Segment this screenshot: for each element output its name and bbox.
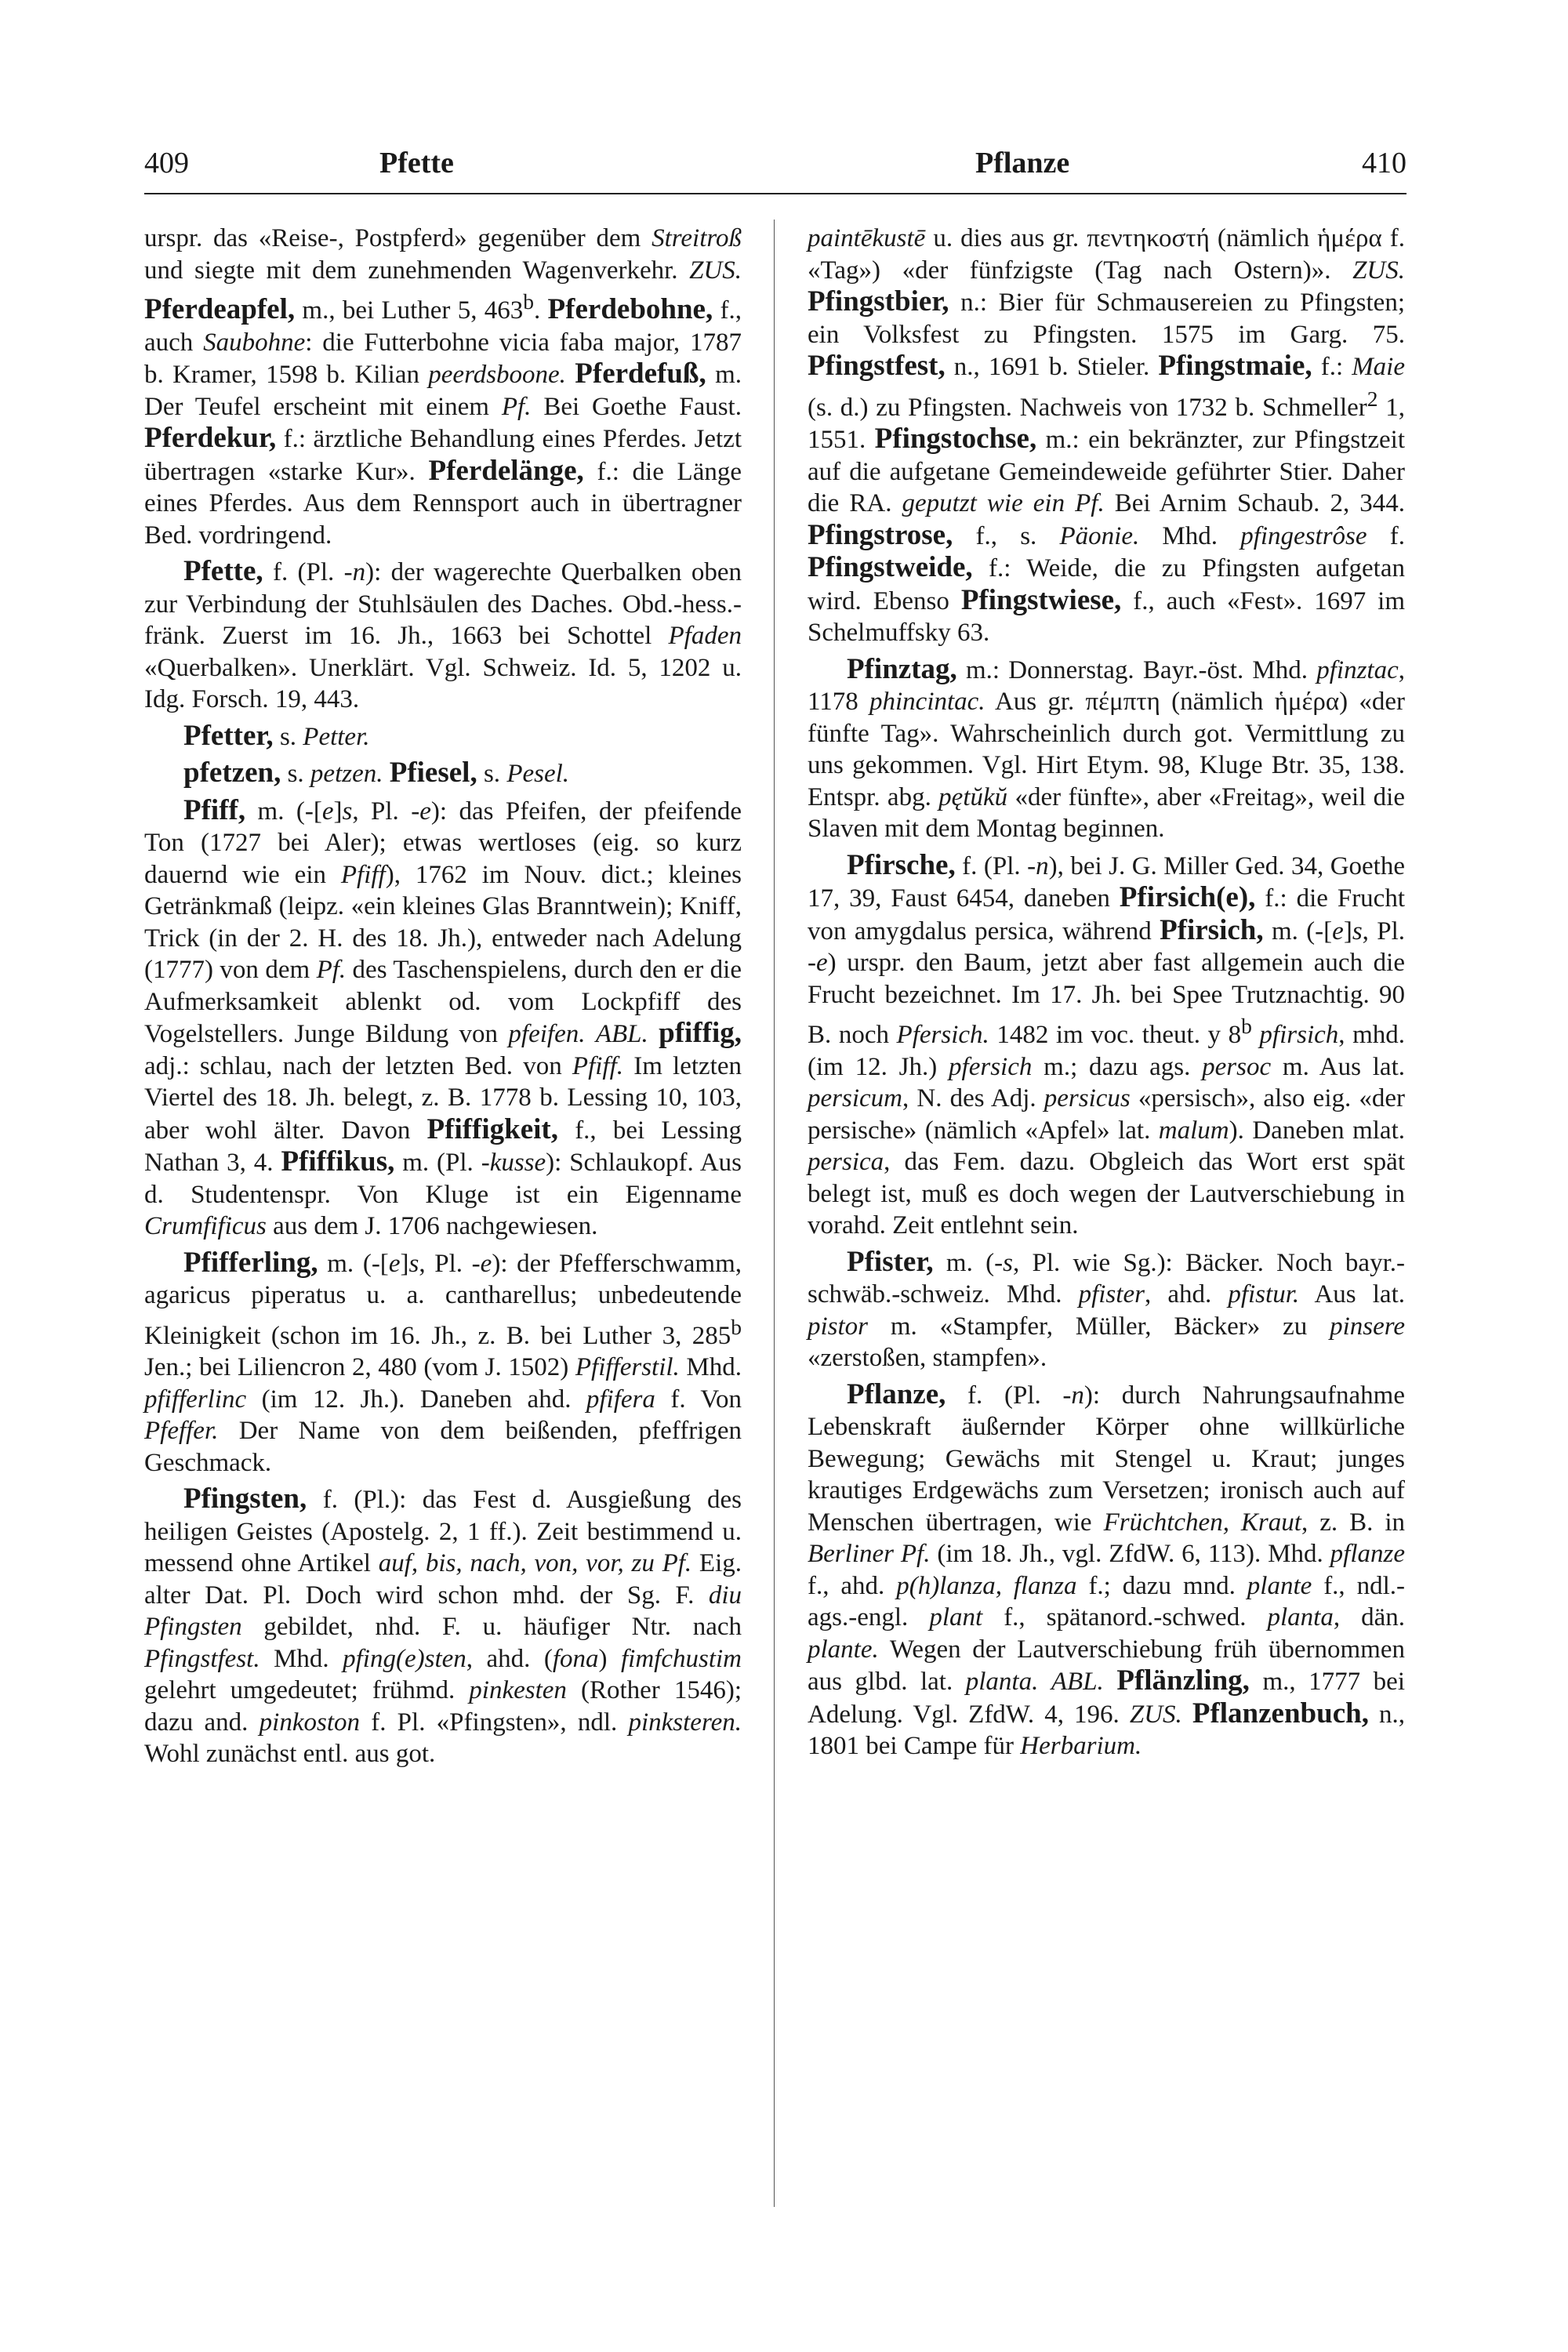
entry-pfifferling: Pfifferling, m. (-[e]s, Pl. -e): der Pfefferschwamm, agaricus piperatus u. a. cantharellus; unbedeutende Kleinigkeit (schon im 16. Jh., z. B. bei Luther 3, 285$^b$ Jen.; bei Liliencron 2, 480 (vom J. 1502) Pfifferstil. Mhd. pfifferlinc (im 12. Jh.). Daneben ahd. pfifera f. Von Pfeffer. Der Name von dem beißenden, pfeffrigen Geschmack. <box>144 1246 742 1477</box>
entry-pfingsten-cont: paintēkustē u. dies aus gr. πεντηκοστή (nämlich ἡμέρα f. «Tag») «der fünfzigste (Tag nach Ostern)». ZUS. Pfingstbier, n.: Bier für Schmausereien zu Pfingsten; ein Volksfest zu Pfingsten. 1575 im Garg. 75. Pfingstfest, n., 1691 b. Stieler. Pfingstmaie, f.: Maie (s. d.) zu Pfingsten. Nachweis von 1732 b. Schmeller$^2$ 1, 1551. Pfingstochse, m.: ein bekränzter, zur Pfingstzeit auf die aufgetane Gemeindeweide geführter Stier. Daher die RA. geputzt wie ein Pf. Bei Arnim Schaub. 2, 344. Pfingstrose, f., s. Päonie. Mhd. pfingestrôse f. Pfingstweide, f.: Weide, die zu Pfingsten aufgetan wird. Ebenso Pfingstwiese, f., auch «Fest». 1697 im Schelmuffsky 63. <box>808 224 1406 647</box>
page-number-left: 409 <box>144 147 189 180</box>
entry-pflanze: Pflanze, f. (Pl. -n): durch Nahrungsaufnahme Lebenskraft äußernder Körper ohne willkürliche Bewegung; Gewächs mit Stengel u. Kraut; junges krautiges Erdgewächs zum Versetzen; ironisch auch auf Menschen übertragen, wie Früchtchen, Kraut, z. B. in Berliner Pf. (im 18. Jh., vgl. ZfdW. 6, 113). Mhd. pflanze f., ahd. p(h)lanza, flanza f.; dazu mnd. plante f., ndl.-ags.-engl. plant f., spätanord.-schwed. planta, dän. plante. Wegen der Lautverschiebung früh übernommen aus glbd. lat. planta. ABL. Pflänzling, m., 1777 bei Adelung. Vgl. ZfdW. 4, 196. ZUS. Pflanzenbuch, n., 1801 bei Campe für Herbarium. <box>808 1377 1406 1760</box>
entry-pfetzen: pfetzen, s. petzen. Pfiesel, s. Pesel. <box>183 757 570 789</box>
entry-pfinztag: Pfinztag, m.: Donnerstag. Bayr.-öst. Mhd. pfinztac, 1178 phincintac. Aus gr. πέμπτη (nämlich ἡμέρα) «der fünfte Tag». Wahrscheinlich durch got. Vermittlung zu uns gekommen. Vgl. Hirt Etym. 98, Kluge Btr. 35, 138. Entspr. abg. pętŭkŭ «der fünfte», aber «Freitag», weil die Slaven mit dem Montag beginnen. <box>808 652 1406 843</box>
running-headword-right: Pflanze <box>975 147 1070 180</box>
page-number-right: 410 <box>1362 147 1406 180</box>
entry-pfingsten: Pfingsten, f. (Pl.): das Fest d. Ausgießung des heiligen Geistes (Apostelg. 2, 1 ff.). Zeit bestimmend u. messend ohne Artikel auf, bis, nach, von, vor, zu Pf. Eig. alter Dat. Pl. Doch wird schon mhd. der Sg. F. diu Pfingsten gebildet, nhd. F. u. häufiger Ntr. nach Pfingstfest. Mhd. pfing(e)sten, ahd. (fona) fimfchustim gelehrt umgedeutet; frühmd. pinkesten (Rother 1546); dazu and. pinkoston f. Pl. «Pfingsten», ndl. pinksteren. Wohl zunächst entl. aus got. <box>144 1483 742 1768</box>
entry-pferdeapfel-cont: urspr. das «Reise-, Postpferd» gegenüber dem Streitroß und siegte mit dem zunehmenden Wagenverkehr. ZUS. Pferdeapfel, m., bei Luther 5, 463$^b$. Pferdebohne, f., auch Saubohne: die Futterbohne vicia faba major, 1787 b. Kramer, 1598 b. Kilian peerdsboone. Pferdefuß, m. Der Teufel erscheint mit einem Pf. Bei Goethe Faust. Pferdekur, f.: ärztliche Behandlung eines Pferdes. Jetzt übertragen «starke Kur». Pferdelänge, f.: die Länge eines Pferdes. Aus dem Rennsport auch in übertragner Bed. vordringend. <box>144 224 742 550</box>
header-rule <box>144 193 1406 194</box>
right-column <box>808 223 1405 1762</box>
entry-pfister: Pfister, m. (-s, Pl. wie Sg.): Bäcker. Noch bayr.-schwäb.-schweiz. Mhd. pfister, ahd. pfistur. Aus lat. pistor m. «Stampfer, Müller, Bäcker» zu pinsere «zerstoßen, stampfen». <box>808 1245 1405 1372</box>
running-header <box>144 146 1406 190</box>
entry-pfette: Pfette, f. (Pl. -n): der wagerechte Querbalken oben zur Verbindung der Stuhlsäulen des Daches. Obd.-hess.-fränk. Zuerst im 16. Jh., 1663 bei Schottel Pfaden «Querbalken». Unerklärt. Vgl. Schweiz. Id. 5, 1202 u. Idg. Forsch. 19, 443. <box>144 555 742 713</box>
entry-pfetter: Pfetter, s. Petter. <box>183 719 370 752</box>
entry-pfirsche: Pfirsche, f. (Pl. -n), bei J. G. Miller Ged. 34, Goethe 17, 39, Faust 6454, daneben Pfirsich(e), f.: die Frucht von amygdalus persica, während Pfirsich, m. (-[e]s, Pl. -e) urspr. den Baum, jetzt aber fast allgemein auch die Frucht bezeichnet. Im 17. Jh. bei Spee Trutznachtig. 90 B. noch Pfersich. 1482 im voc. theut. y 8$^b$ pfirsich, mhd. (im 12. Jh.) pfersich m.; dazu ags. persoc m. Aus lat. persicum, N. des Adj. persicus «persisch», also eig. «der persische» (nämlich «Apfel» lat. malum). Daneben mlat. persica, das Fem. dazu. Obgleich das Wort erst spät belegt ist, muß es doch wegen der Lautverschiebung in vorahd. Zeit entlehnt sein. <box>808 848 1406 1240</box>
entry-pfiff: Pfiff, m. (-[e]s, Pl. -e): das Pfeifen, der pfeifende Ton (1727 bei Aler); etwas wertloses (eig. so kurz dauernd wie ein Pfiff), 1762 im Nouv. dict.; kleines Getränkmaß (leipz. «ein kleines Glas Branntwein); Kniff, Trick (in der 2. H. des 18. Jh.), entweder nach Adelung (1777) von dem Pf. des Taschenspielens, durch den er die Aufmerksamkeit ablenkt od. vom Lockpfiff des Vogelstellers. Junge Bildung von pfeifen. ABL. pfiffig, adj.: schlau, nach der letzten Bed. von Pfiff. Im letzten Viertel des 18. Jh. belegt, z. B. 1778 b. Lessing 10, 103, aber wohl älter. Davon Pfiffigkeit, f., bei Lessing Nathan 3, 4. Pfiffikus, m. (Pl. -kusse): Schlaukopf. Aus d. Studentenspr. Von Kluge ist ein Eigenname Crumfificus aus dem J. 1706 nachgewiesen. <box>144 793 742 1240</box>
left-column <box>144 223 742 1770</box>
column-divider <box>774 220 775 2207</box>
running-headword-left: Pfette <box>379 147 454 180</box>
